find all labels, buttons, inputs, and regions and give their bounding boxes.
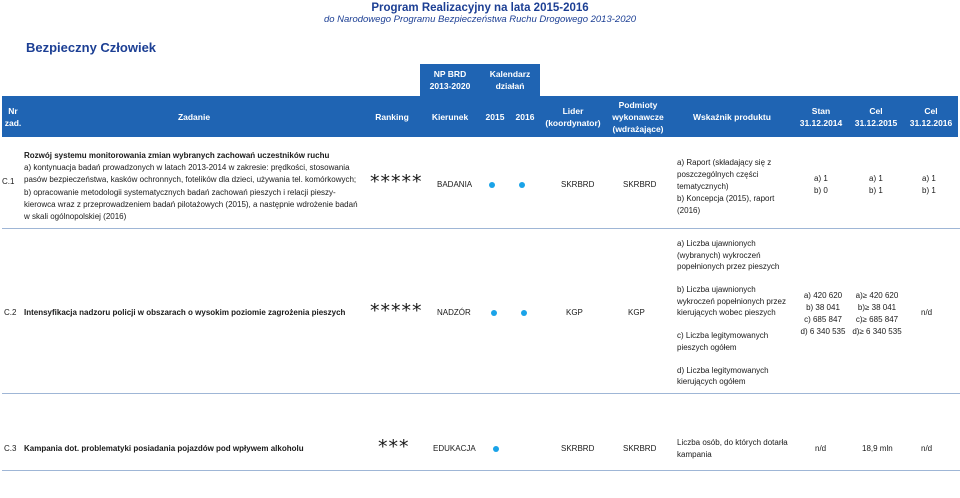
row-state [796, 290, 850, 338]
indicator-line: b) Liczba ujawnionych [677, 285, 756, 294]
goal-2016-value: b) 1 [922, 186, 936, 195]
indicator-line: tematycznych) [677, 182, 729, 191]
indicator-line: c) Liczba legitymowanych [677, 331, 769, 340]
state-value: b) 0 [814, 186, 828, 195]
indicator-line: kampania [677, 450, 712, 459]
row-indicator [677, 437, 795, 461]
row-indicator [677, 238, 795, 388]
calendar-2016-dot-icon [519, 182, 525, 188]
task-line: b) opracowanie metodologii systematycznych badań zachowań pieszych i relacji pieszy- [24, 187, 336, 197]
row-divider [2, 393, 960, 394]
row-goal-2016: n/d [921, 308, 933, 317]
indicator-line: a) Liczba ujawnionych [677, 239, 756, 248]
indicator-line: d) Liczba legitymowanych [677, 365, 769, 375]
row-indicator [677, 157, 795, 217]
col-year-2016-label: 2016 [515, 111, 535, 122]
row-leader: SKRBRD [561, 444, 595, 453]
row-goal-2015 [849, 290, 905, 338]
row-goal-2016 [922, 173, 952, 197]
state-value: c) 685 847 [804, 315, 842, 324]
indicator-line: (2016) [677, 206, 701, 215]
program-title: Program Realizacyjny na lata 2015-2016 [371, 2, 589, 14]
row-executors: SKRBRD [623, 180, 657, 189]
row-task: Intensyfikacja nadzoru policji w obszarach o wysokim poziomie zagrożenia pieszych [24, 308, 346, 317]
goal-2015-value: a)≥ 420 620 [855, 291, 899, 300]
indicator-spacer [677, 319, 795, 331]
col-executors [606, 96, 670, 137]
state-value: a) 1 [814, 174, 828, 183]
calendar-2016-dot-icon [521, 310, 527, 316]
task-line: w skali ogólnopolskiej (2016) [24, 212, 127, 222]
col-direction [420, 96, 480, 137]
col-task [24, 96, 364, 137]
state-value: b) 38 041 [806, 303, 840, 312]
indicator-spacer [677, 273, 795, 285]
row-direction: NADZÓR [437, 308, 471, 317]
col-leader-line2: (koordynator) [545, 117, 601, 128]
goal-2015-value: d)≥ 6 340 535 [852, 327, 902, 336]
program-subtitle: do Narodowego Programu Bezpieczeństwa Ruchu Drogowego 2013-2020 [323, 14, 637, 25]
col-goal-2015 [848, 96, 904, 137]
indicator-line: kierujących wobec pieszych [677, 308, 776, 317]
col-calendar-line1: Kalendarz [489, 69, 531, 79]
col-leader [540, 96, 606, 137]
row-nr: C.1 [2, 177, 15, 186]
col-nr-line2: zad. [4, 117, 22, 128]
calendar-2015-dot-icon [491, 310, 497, 316]
row-task [24, 150, 369, 223]
row-goal-2015: 18,9 mln [862, 444, 893, 453]
col-direction-label: Kierunek [431, 111, 469, 122]
row-nr: C.3 [4, 444, 17, 453]
ranking-stars: ***** [370, 171, 423, 193]
goal-2015-value: c)≥ 685 847 [855, 315, 899, 324]
col-np-brd [420, 64, 480, 96]
indicator-line: pieszych ogółem [677, 342, 737, 352]
col-calendar [480, 64, 540, 96]
indicator-line: a) Raport (składający się z [677, 158, 772, 167]
task-line: pasów bezpieczeństwa, kasków ochronnych, fotelików dla dzieci, używania tel. komórkowych; [24, 175, 357, 185]
section-title: Bezpieczny Człowiek [26, 40, 157, 55]
state-value: d) 6 340 535 [800, 327, 846, 336]
col-goal-2016 [904, 96, 958, 137]
col-ranking [364, 96, 420, 137]
row-divider [2, 470, 960, 471]
col-goal-2016-line1: Cel [924, 105, 938, 116]
col-nr-line1: Nr [8, 105, 18, 116]
col-executors-line1: Podmioty [618, 99, 658, 110]
col-state [794, 96, 848, 137]
col-goal-2015-line2: 31.12.2015 [854, 117, 898, 128]
indicator-line: wykroczeń popełnionych przez [677, 296, 786, 306]
col-year-2015-label: 2015 [485, 111, 505, 122]
col-leader-line1: Lider [562, 105, 584, 116]
col-indicator-label: Wskaźnik produktu [693, 111, 771, 122]
ranking-stars: *** [378, 436, 410, 458]
goal-2015-value: b) 1 [869, 186, 883, 195]
row-divider [2, 228, 960, 229]
col-task-label: Zadanie [177, 111, 211, 122]
col-nr [2, 96, 24, 137]
indicator-line: Liczba osób, do których dotarła [677, 438, 788, 447]
row-task: Kampania dot. problematyki posiadania pojazdów pod wpływem alkoholu [24, 444, 304, 453]
row-nr: C.2 [4, 308, 17, 317]
col-executors-line2: wykonawcze [612, 111, 664, 122]
goal-2016-value: a) 1 [922, 174, 936, 183]
goal-2015-value: b)≥ 38 041 [857, 303, 897, 312]
col-state-line2: 31.12.2014 [799, 117, 843, 128]
col-executors-line3: (wdrażające) [612, 123, 664, 134]
row-direction: BADANIA [437, 180, 473, 189]
indicator-line: b) Koncepcja (2015), raport [677, 194, 775, 203]
col-state-line1: Stan [811, 105, 831, 116]
col-year-2015 [480, 96, 510, 137]
row-leader: SKRBRD [561, 180, 595, 189]
state-value: a) 420 620 [803, 291, 843, 300]
col-calendar-line2: działań [495, 81, 525, 91]
col-indicator [670, 96, 794, 137]
row-executors: SKRBRD [623, 444, 657, 453]
row-leader: KGP [566, 308, 583, 317]
ranking-stars: ***** [370, 300, 423, 322]
indicator-line: kierujących ogółem [677, 377, 746, 386]
col-goal-2015-line1: Cel [869, 105, 883, 116]
goal-2015-value: a) 1 [869, 174, 883, 183]
task-line: a) kontynuacja badań prowadzonych w latach 2013-2014 w zakresie: prędkości, stosowania [24, 163, 350, 173]
col-np-brd-line1: NP BRD [433, 69, 467, 79]
row-goal-2015 [869, 173, 899, 197]
task-line: kierowca wraz z przeprowadzeniem badań pilotażowych (2015), a następnie wdrożenie badań [24, 199, 358, 209]
col-year-2016 [510, 96, 540, 137]
row-state [814, 173, 844, 197]
indicator-line: (wybranych) wykroczeń [677, 250, 761, 260]
calendar-2015-dot-icon [493, 446, 499, 452]
indicator-line: popełnionych przez pieszych [677, 262, 780, 271]
col-ranking-label: Ranking [375, 111, 409, 122]
indicator-spacer [677, 353, 795, 365]
indicator-line: poszczególnych części [677, 170, 759, 179]
task-title: Rozwój systemu monitorowania zmian wybranych zachowań uczestników ruchu [24, 151, 330, 160]
row-state: n/d [815, 444, 827, 453]
row-goal-2016: n/d [921, 444, 933, 453]
row-executors: KGP [628, 308, 645, 317]
col-goal-2016-line2: 31.12.2016 [909, 117, 953, 128]
row-direction: EDUKACJA [433, 444, 476, 453]
col-np-brd-line2: 2013-2020 [429, 81, 471, 91]
calendar-2015-dot-icon [489, 182, 495, 188]
